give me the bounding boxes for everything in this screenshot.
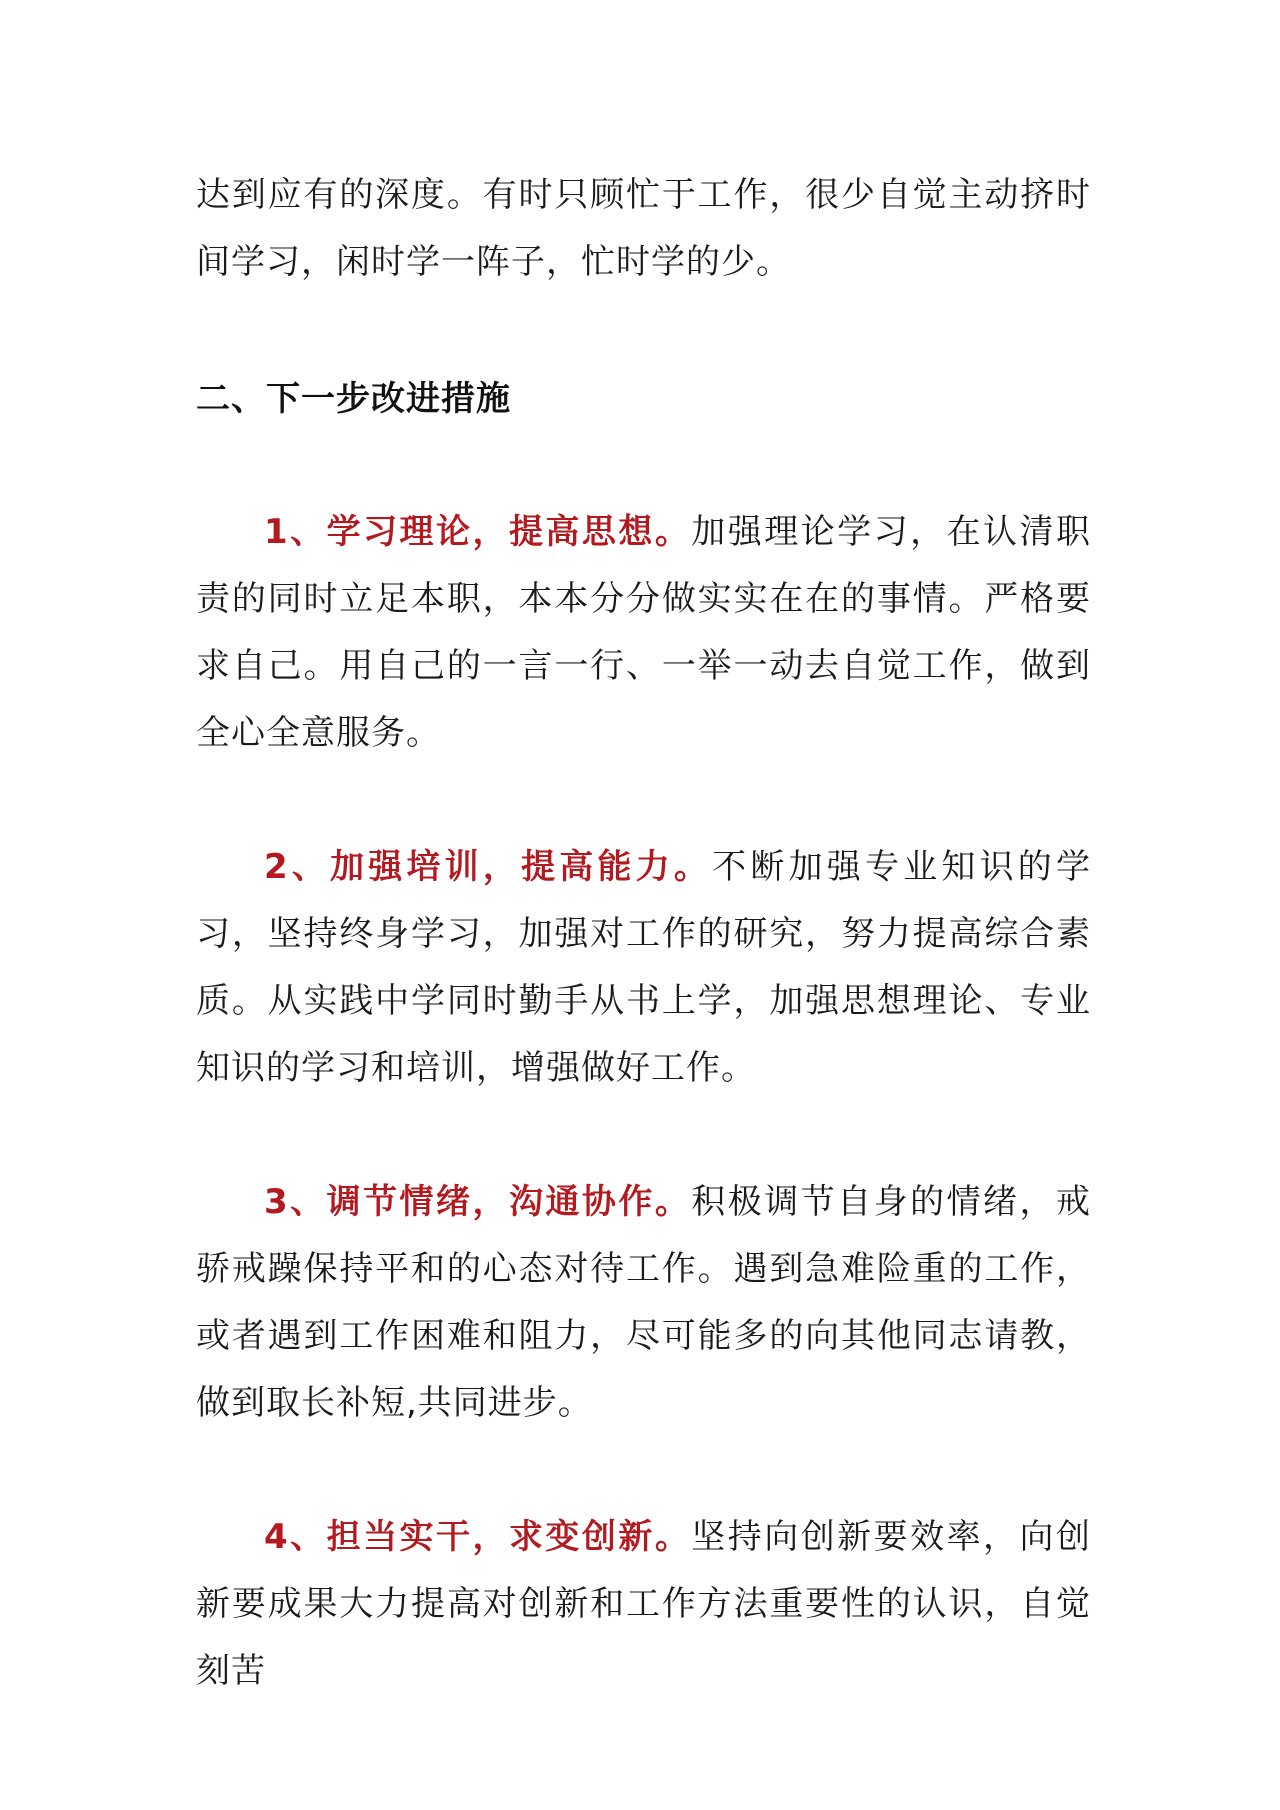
measure-item-body: 加强理论学习，在认清职责的同时立足本职，本本分分做实实在在的事情。严格要求自己。用自己的一言一行、一举一动去自觉工作，做到全心全意服务。: [196, 512, 1091, 753]
document-content: [196, 162, 1091, 1772]
measure-item-title: 4、担当实干，求变创新。: [264, 1517, 692, 1557]
measure-item-3: [196, 1169, 1091, 1437]
measure-item-2: [196, 834, 1091, 1102]
measure-item-title: 3、调节情绪，沟通协作。: [264, 1182, 692, 1222]
measure-item-body: 坚持向创新要效率，向创新要成果大力提高对创新和工作方法重要性的认识，自觉刻苦: [196, 1517, 1091, 1691]
measure-item-1: [196, 499, 1091, 767]
measure-item-body: 不断加强专业知识的学习，坚持终身学习，加强对工作的研究，努力提高综合素质。从实践中学同时勤手从书上学，加强思想理论、专业知识的学习和培训，增强做好工作。: [196, 847, 1091, 1088]
measure-item-body: 积极调节自身的情绪，戒骄戒躁保持平和的心态对待工作。遇到急难险重的工作，或者遇到工作困难和阻力，尽可能多的向其他同志请教，做到取长补短,共同进步。: [196, 1182, 1091, 1423]
intro-paragraph: 达到应有的深度。有时只顾忙于工作，很少自觉主动挤时间学习，闲时学一阵子，忙时学的少。: [196, 175, 1091, 282]
measure-item-title: 2、加强培训，提高能力。: [264, 847, 713, 887]
section-heading: 二、下一步改进措施: [196, 379, 511, 419]
measure-item-title: 1、学习理论，提高思想。: [264, 512, 692, 552]
measure-item-4: [196, 1504, 1091, 1705]
